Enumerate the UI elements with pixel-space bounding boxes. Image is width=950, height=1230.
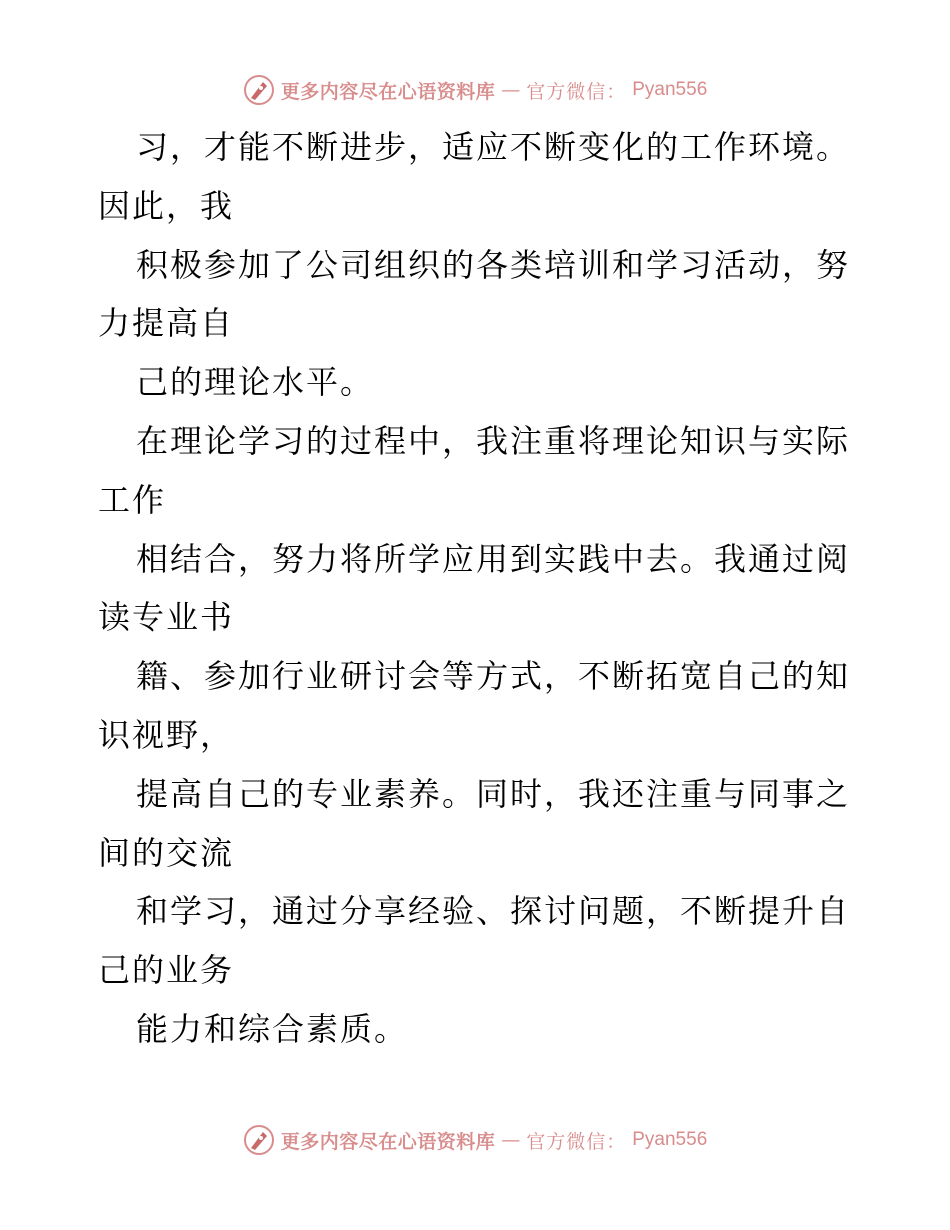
body-text [98, 118, 858, 1059]
header-separator: — [501, 79, 521, 101]
text-line: 和学习，通过分享经验、探讨问题，不断提升自 [136, 892, 851, 931]
text-line: 在理论学习的过程中，我注重将理论知识与实际 [136, 421, 851, 460]
text-line: 籍、参加行业研讨会等方式，不断拓宽自己的知 [136, 657, 851, 696]
footer-wechat-label: 官方微信： [526, 1130, 627, 1153]
footer-brand: 更多内容尽在心语资料库 [280, 1130, 496, 1153]
text-line: 己的业务 [98, 951, 235, 990]
pen-nib-icon [243, 74, 275, 106]
header-wechat-id: Pyan556 [632, 79, 708, 100]
footer-wechat-id: Pyan556 [632, 1129, 708, 1150]
text-line: 工作 [98, 480, 167, 519]
text-line: 力提高自 [98, 304, 235, 343]
header-brand: 更多内容尽在心语资料库 [280, 80, 496, 103]
text-line: 相结合，努力将所学应用到实践中去。我通过阅 [136, 539, 851, 578]
text-line: 能力和综合素质。 [136, 1009, 409, 1048]
header-wechat-label: 官方微信： [526, 80, 627, 103]
text-line: 识视野， [98, 715, 235, 754]
pen-nib-icon [243, 1124, 275, 1156]
text-line: 己的理论水平。 [136, 363, 375, 402]
text-line: 因此，我 [98, 186, 235, 225]
text-line: 间的交流 [98, 833, 235, 872]
text-line: 读专业书 [98, 598, 235, 637]
text-line: 习，才能不断进步，适应不断变化的工作环境。 [136, 128, 851, 166]
footer-banner [0, 1120, 950, 1160]
text-line: 积极参加了公司组织的各类培训和学习活动，努 [136, 245, 851, 284]
header-banner [0, 70, 950, 110]
text-line: 提高自己的专业素养。同时，我还注重与同事之 [136, 774, 851, 813]
footer-separator: — [501, 1129, 521, 1151]
